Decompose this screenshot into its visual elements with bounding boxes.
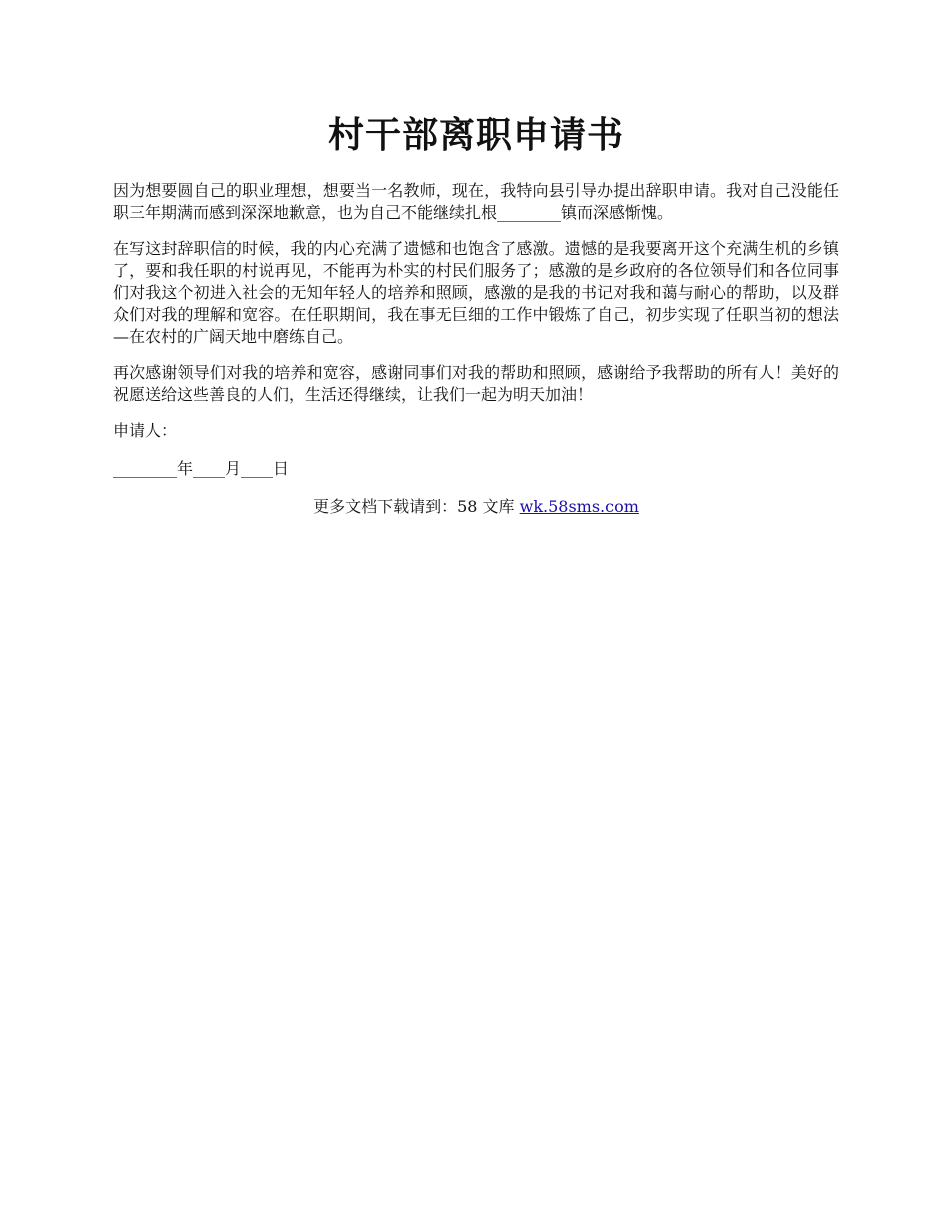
- footer-link[interactable]: wk.58sms.com: [519, 497, 639, 516]
- paragraph-2: 在写这封辞职信的时候，我的内心充满了遗憾和也饱含了感激。遗憾的是我要离开这个充满生机的乡镇了，要和我任职的村说再见，不能再为朴实的村民们服务了；感激的是乡政府的各位领导们和各位同事们对我这个初进入社会的无知年轻人的培养和照顾，感激的是我的书记对我和蔼与耐心的帮助，以及群众们对我的理解和宽容。在任职期间，我在事无巨细的工作中锻炼了自己，初步实现了任职当初的想法—在农村的广阔天地中磨练自己。: [113, 239, 839, 346]
- applicant-label: 申请人：: [113, 421, 178, 440]
- date-line: ________年____月____日: [113, 459, 290, 478]
- footer-prefix: 更多文档下载请到：58 文库: [313, 497, 520, 516]
- paragraph-1: 因为想要圆自己的职业理想，想要当一名教师，现在，我特向县引导办提出辞职申请。我对自己没能任职三年期满而感到深深地歉意，也为自己不能继续扎根________镇而深感惭愧。: [113, 181, 839, 222]
- document-title: 村干部离职申请书: [327, 115, 624, 156]
- paragraph-3: 再次感谢领导们对我的培养和宽容，感谢同事们对我的帮助和照顾，感谢给予我帮助的所有人！美好的祝愿送给这些善良的人们，生活还得继续，让我们一起为明天加油！: [113, 363, 839, 404]
- document-page: [113, 110, 839, 518]
- footer: [113, 496, 839, 518]
